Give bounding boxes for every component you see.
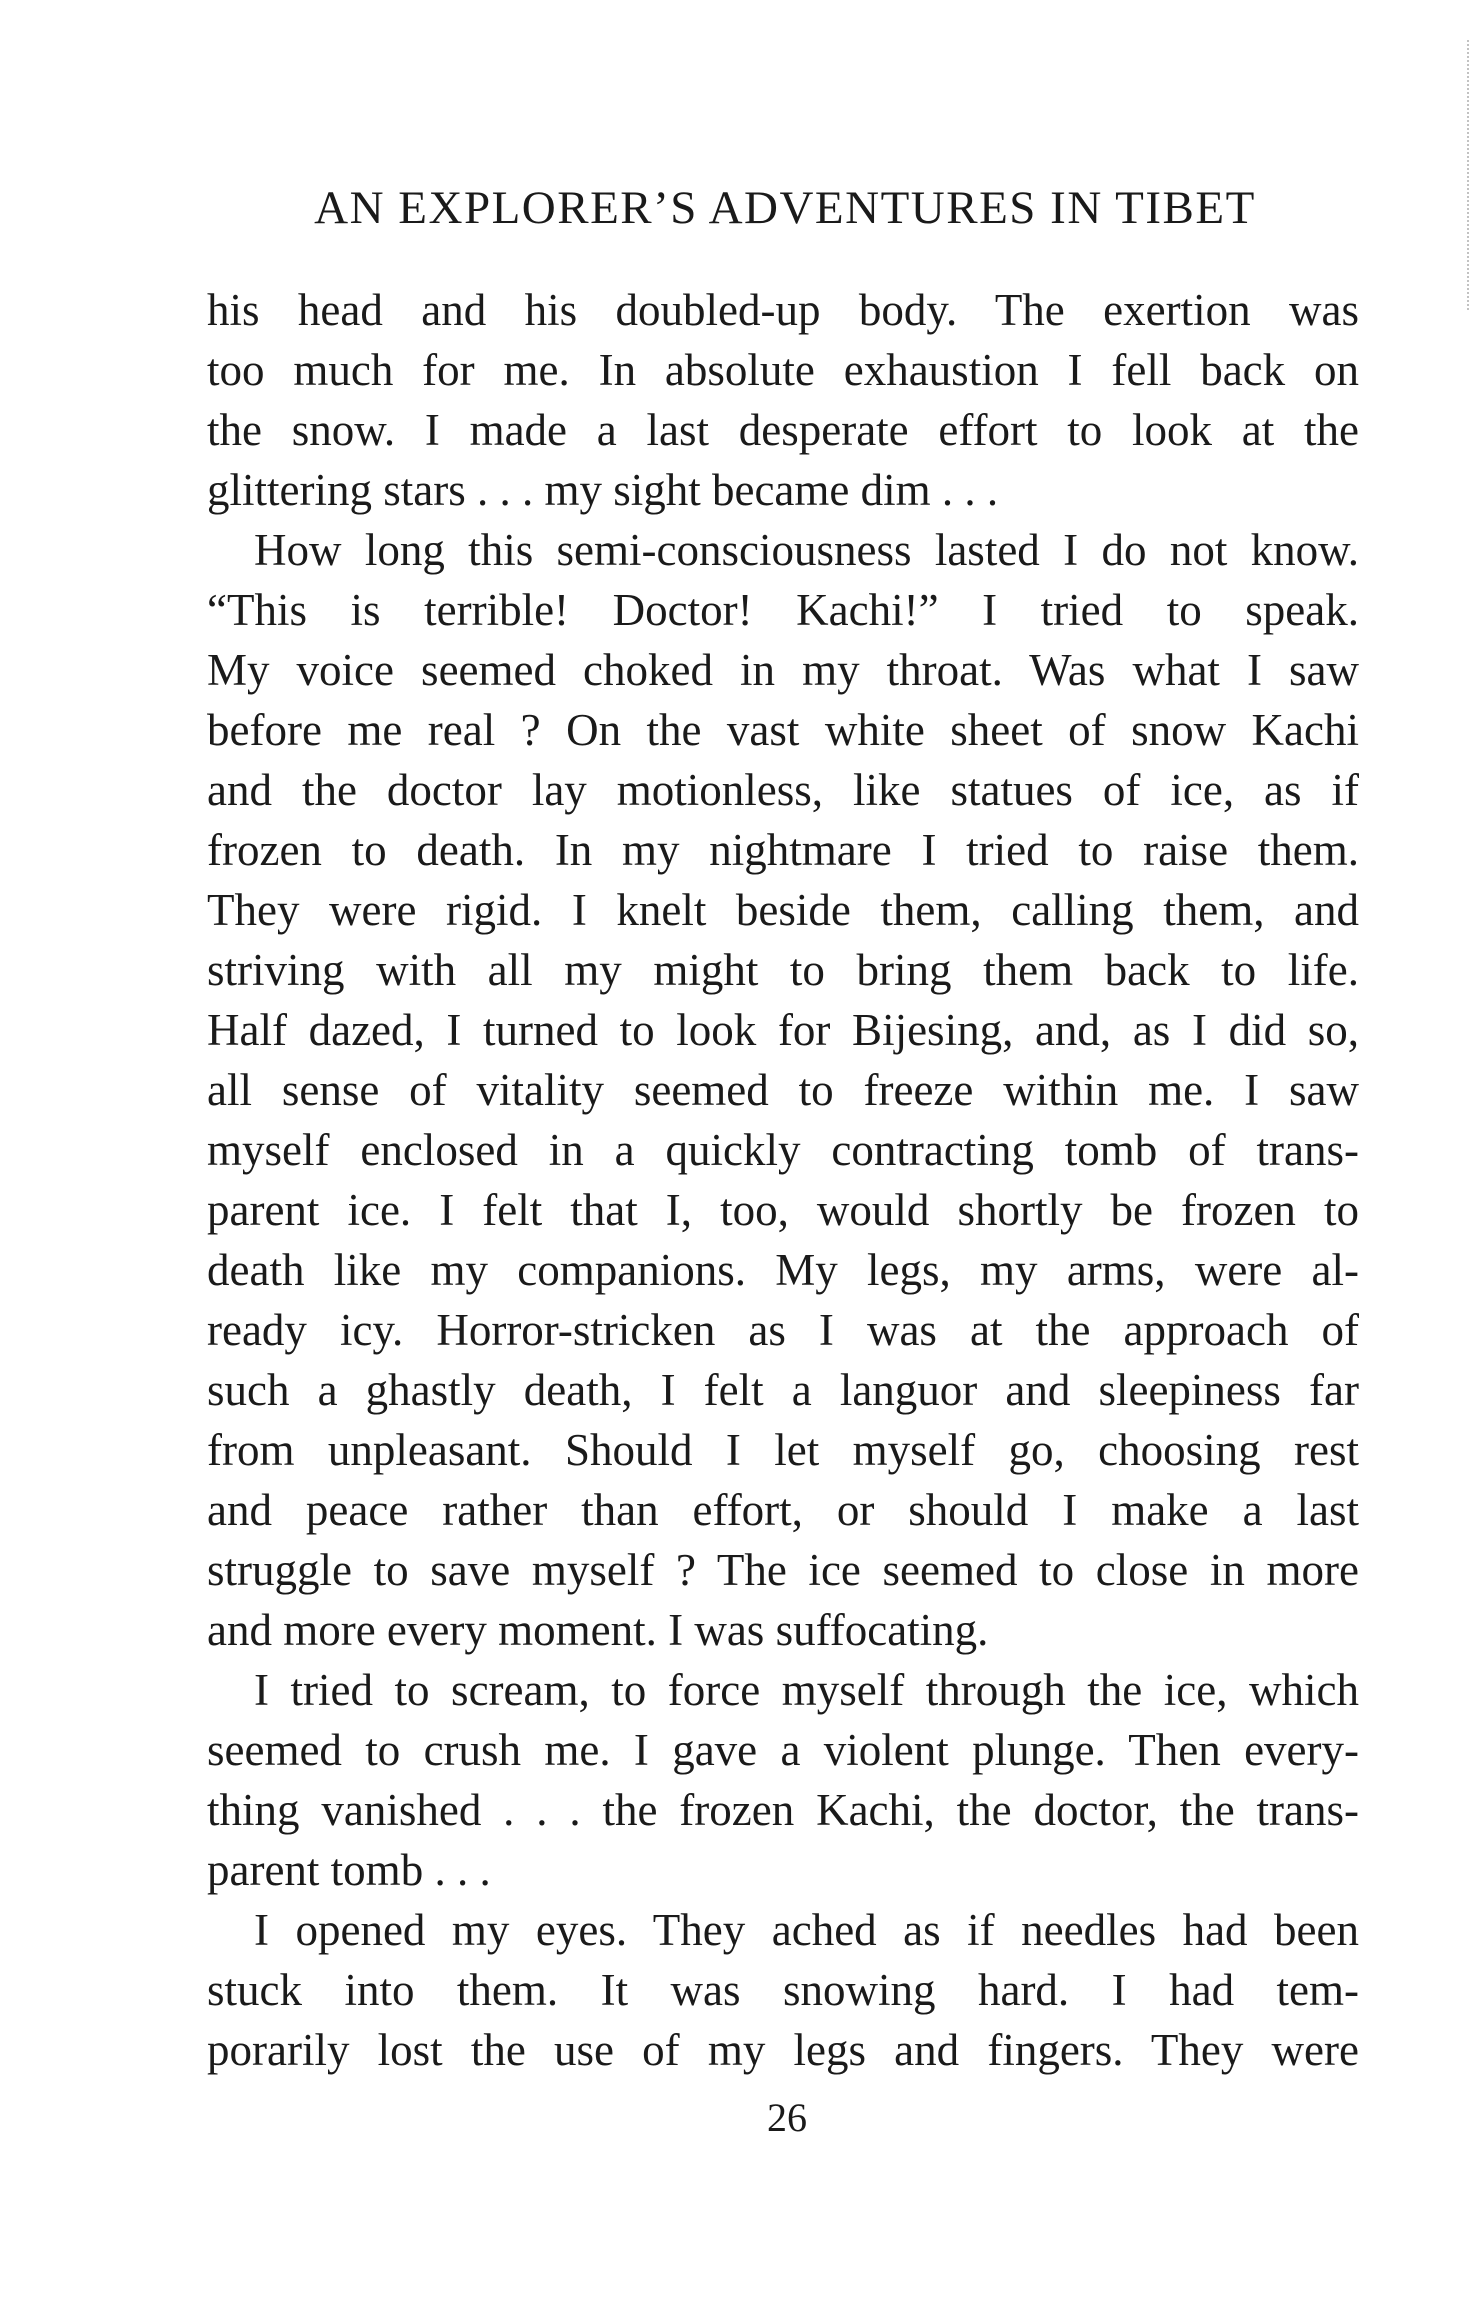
text-line: “This is terrible! Doctor! Kachi!” I tried to speak. <box>207 585 1359 635</box>
page-number: 26 <box>767 2095 807 2140</box>
text-line: striving with all my might to bring them back to life. <box>207 945 1359 995</box>
text-line: frozen to death. In my nightmare I tried to raise them. <box>207 825 1359 875</box>
body-text <box>207 280 1359 2080</box>
running-head: AN EXPLORER’S ADVENTURES IN TIBET <box>314 182 1256 234</box>
text-line: parent tomb . . . <box>207 1845 491 1895</box>
text-line: parent ice. I felt that I, too, would shortly be frozen to <box>207 1185 1359 1235</box>
text-line: from unpleasant. Should I let myself go, choosing rest <box>207 1425 1359 1475</box>
text-line: his head and his doubled-up body. The exertion was <box>207 285 1359 335</box>
text-line: stuck into them. It was snowing hard. I had tem- <box>207 1965 1359 2015</box>
text-line: How long this semi-consciousness lasted I do not know. <box>254 525 1359 575</box>
text-line: too much for me. In absolute exhaustion I fell back on <box>207 345 1359 395</box>
text-line: thing vanished . . . the frozen Kachi, the doctor, the trans- <box>207 1785 1359 1835</box>
text-line: all sense of vitality seemed to freeze within me. I saw <box>207 1065 1359 1115</box>
text-line: such a ghastly death, I felt a languor and sleepiness far <box>207 1365 1359 1415</box>
scan-edge-mark <box>1464 40 1469 310</box>
text-line: and the doctor lay motionless, like statues of ice, as if <box>207 765 1359 815</box>
text-line: and more every moment. I was suffocating. <box>207 1605 989 1655</box>
text-line: I tried to scream, to force myself through the ice, which <box>254 1665 1359 1715</box>
text-line: the snow. I made a last desperate effort to look at the <box>207 405 1359 455</box>
text-line: death like my companions. My legs, my arms, were al- <box>207 1245 1359 1295</box>
text-line: struggle to save myself ? The ice seemed to close in more <box>207 1545 1359 1595</box>
text-line: and peace rather than effort, or should I make a last <box>207 1485 1359 1535</box>
text-line: My voice seemed choked in my throat. Was what I saw <box>207 645 1359 695</box>
text-line: ready icy. Horror-stricken as I was at the approach of <box>207 1305 1359 1355</box>
text-line: I opened my eyes. They ached as if needles had been <box>254 1905 1359 1955</box>
text-line: Half dazed, I turned to look for Bijesing, and, as I did so, <box>207 1005 1359 1055</box>
text-line: porarily lost the use of my legs and fingers. They were <box>207 2025 1359 2075</box>
text-line: They were rigid. I knelt beside them, calling them, and <box>207 885 1359 935</box>
text-line: seemed to crush me. I gave a violent plunge. Then every- <box>207 1725 1359 1775</box>
text-line: myself enclosed in a quickly contracting tomb of trans- <box>207 1125 1359 1175</box>
text-line: before me real ? On the vast white sheet of snow Kachi <box>207 705 1359 755</box>
text-line: glittering stars . . . my sight became dim . . . <box>207 465 999 515</box>
